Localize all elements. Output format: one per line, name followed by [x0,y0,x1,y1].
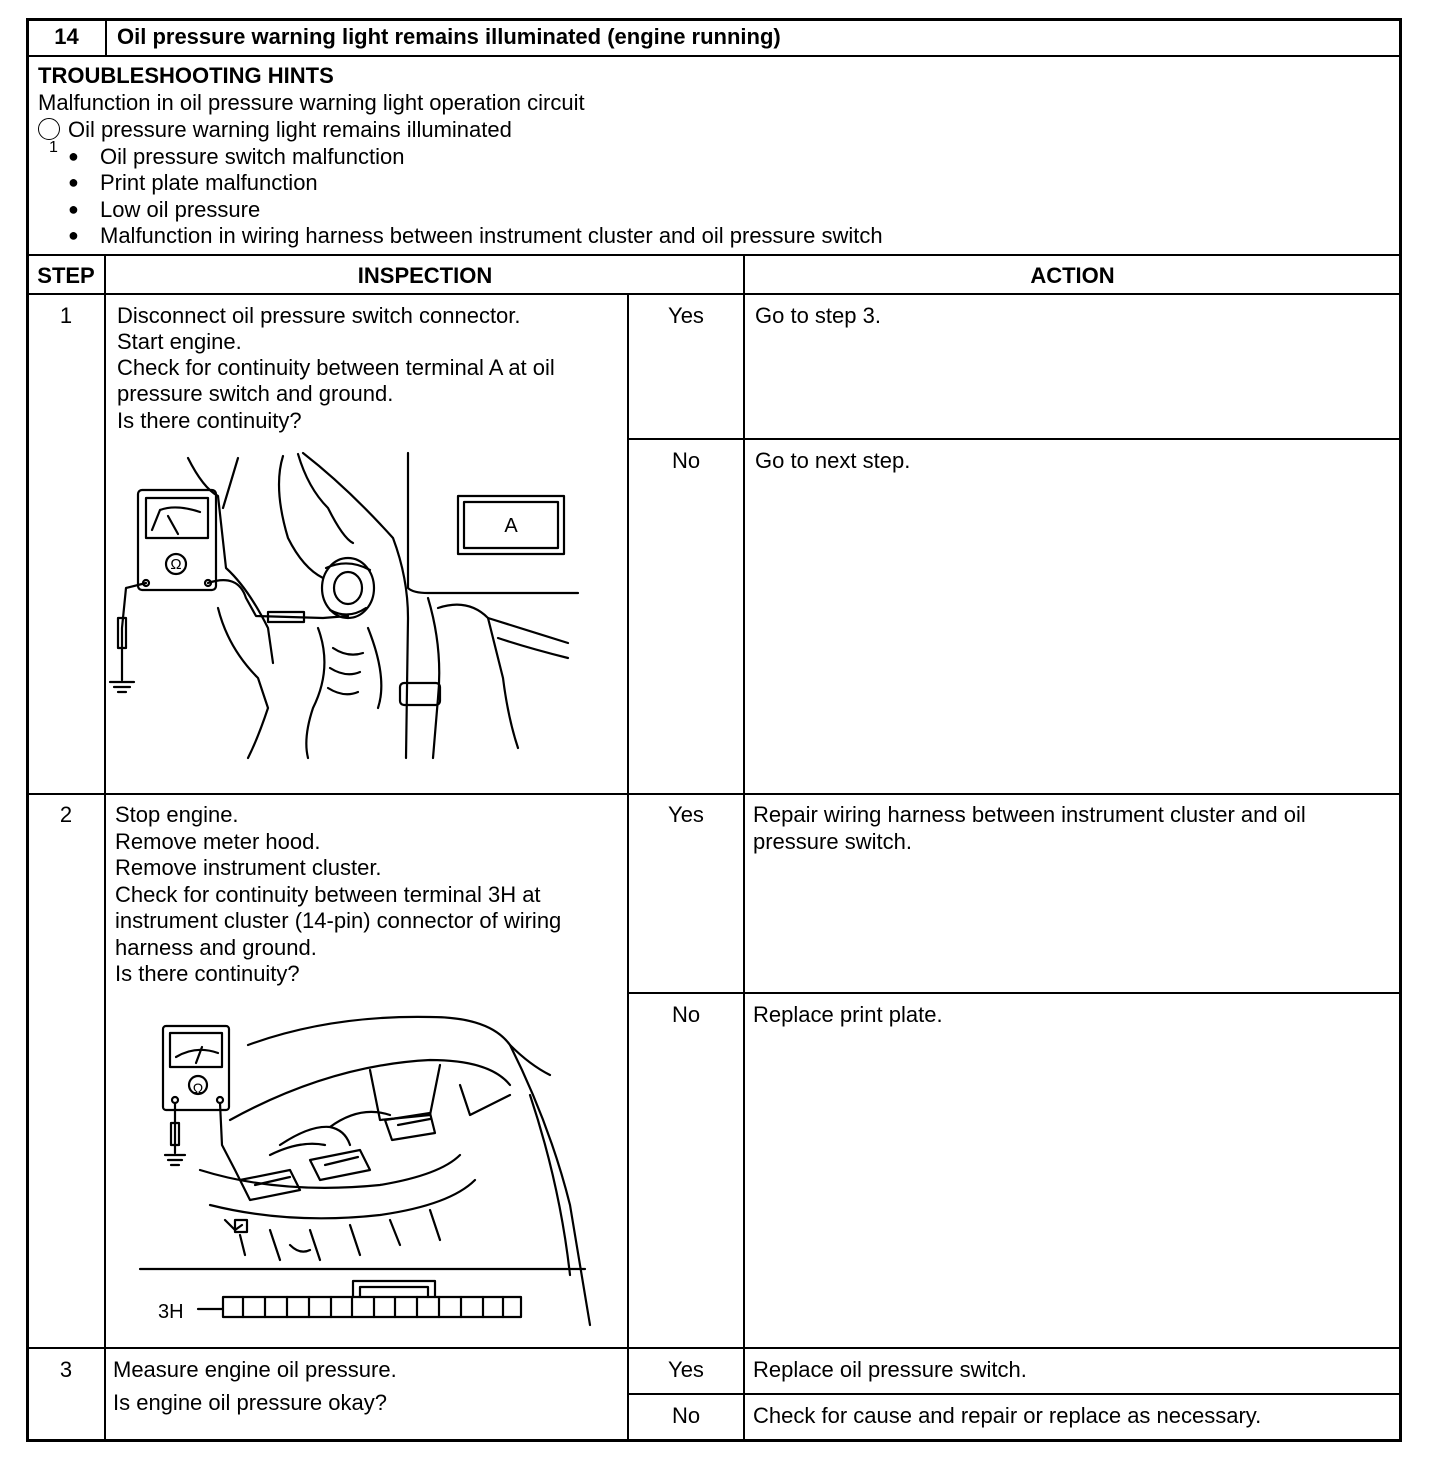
bullet-icon: ● [68,172,79,192]
inspection-line: Stop engine. [115,802,239,827]
action-text: Replace print plate. [753,1002,943,1027]
figure-label: 3H [158,1301,184,1323]
bullet-icon: ● [68,146,79,166]
yes-label: Yes [668,1357,704,1382]
inspection-line: harness and ground. [115,935,317,960]
oil-pressure-switch-illustration [108,448,578,768]
divider [104,255,106,1442]
action-text: Repair wiring harness between instrument cluster and oil [753,802,1306,827]
yes-label: Yes [668,802,704,827]
hints-text: Malfunction in oil pressure warning light operation circuit [38,90,585,115]
page-title: Oil pressure warning light remains illuminated (engine running) [117,24,781,49]
no-label: No [671,448,701,473]
inspection-text: Is engine oil pressure okay? [113,1390,387,1415]
inspection-line: Remove instrument cluster. [115,855,382,880]
section-number: 14 [54,24,79,49]
inspection-line: Check for continuity between terminal A at oil [117,355,555,380]
step-number: 1 [59,303,73,328]
circled-number: 1 [38,118,60,140]
action-text: Go to next step. [755,448,911,473]
divider [105,18,107,56]
action-text: pressure switch. [753,829,912,854]
figure-label: A [504,515,518,537]
inspection-line: instrument cluster (14-pin) connector of wiring [115,908,562,933]
hints-heading: TROUBLESHOOTING HINTS [38,63,334,88]
step-number: 3 [59,1357,73,1382]
bullet-icon: ● [68,199,79,219]
inspection-line: Is there continuity? [117,408,302,433]
inspection-text: Measure engine oil pressure. [113,1357,397,1382]
step-number: 2 [59,802,73,827]
divider [628,1393,1402,1395]
divider [628,438,1402,440]
column-header-action: ACTION [1030,263,1115,288]
inspection-line: Is there continuity? [115,961,300,986]
inspection-line: Disconnect oil pressure switch connector. [117,303,521,328]
divider [26,55,1402,57]
ohm-icon: Ω [192,1080,204,1096]
action-text: Check for cause and repair or replace as necessary. [753,1403,1262,1428]
bullet-icon: ● [68,225,79,245]
divider [26,293,1402,295]
no-label: No [671,1002,701,1027]
inspection-line: Check for continuity between terminal 3H at [115,882,541,907]
yes-label: Yes [668,303,704,328]
no-label: No [671,1403,701,1428]
divider [26,793,1402,795]
list-item: Low oil pressure [100,197,261,222]
inspection-line: Start engine. [117,329,242,354]
list-item: Print plate malfunction [100,170,318,195]
column-header-inspection: INSPECTION [357,263,493,288]
hints-text: Oil pressure warning light remains illuminated [68,117,512,142]
divider [26,254,1402,256]
inspection-line: Remove meter hood. [115,829,321,854]
action-text: Go to step 3. [755,303,881,328]
action-text: Replace oil pressure switch. [753,1357,1027,1382]
column-header-step: STEP [37,263,95,288]
ohm-icon: Ω [170,556,182,573]
list-item: Oil pressure switch malfunction [100,144,405,169]
instrument-cluster-illustration [130,1005,600,1325]
divider [743,255,745,1442]
inspection-line: pressure switch and ground. [117,381,394,406]
divider [26,1347,1402,1349]
divider [628,992,1402,994]
list-item: Malfunction in wiring harness between instrument cluster and oil pressure switch [100,223,883,248]
